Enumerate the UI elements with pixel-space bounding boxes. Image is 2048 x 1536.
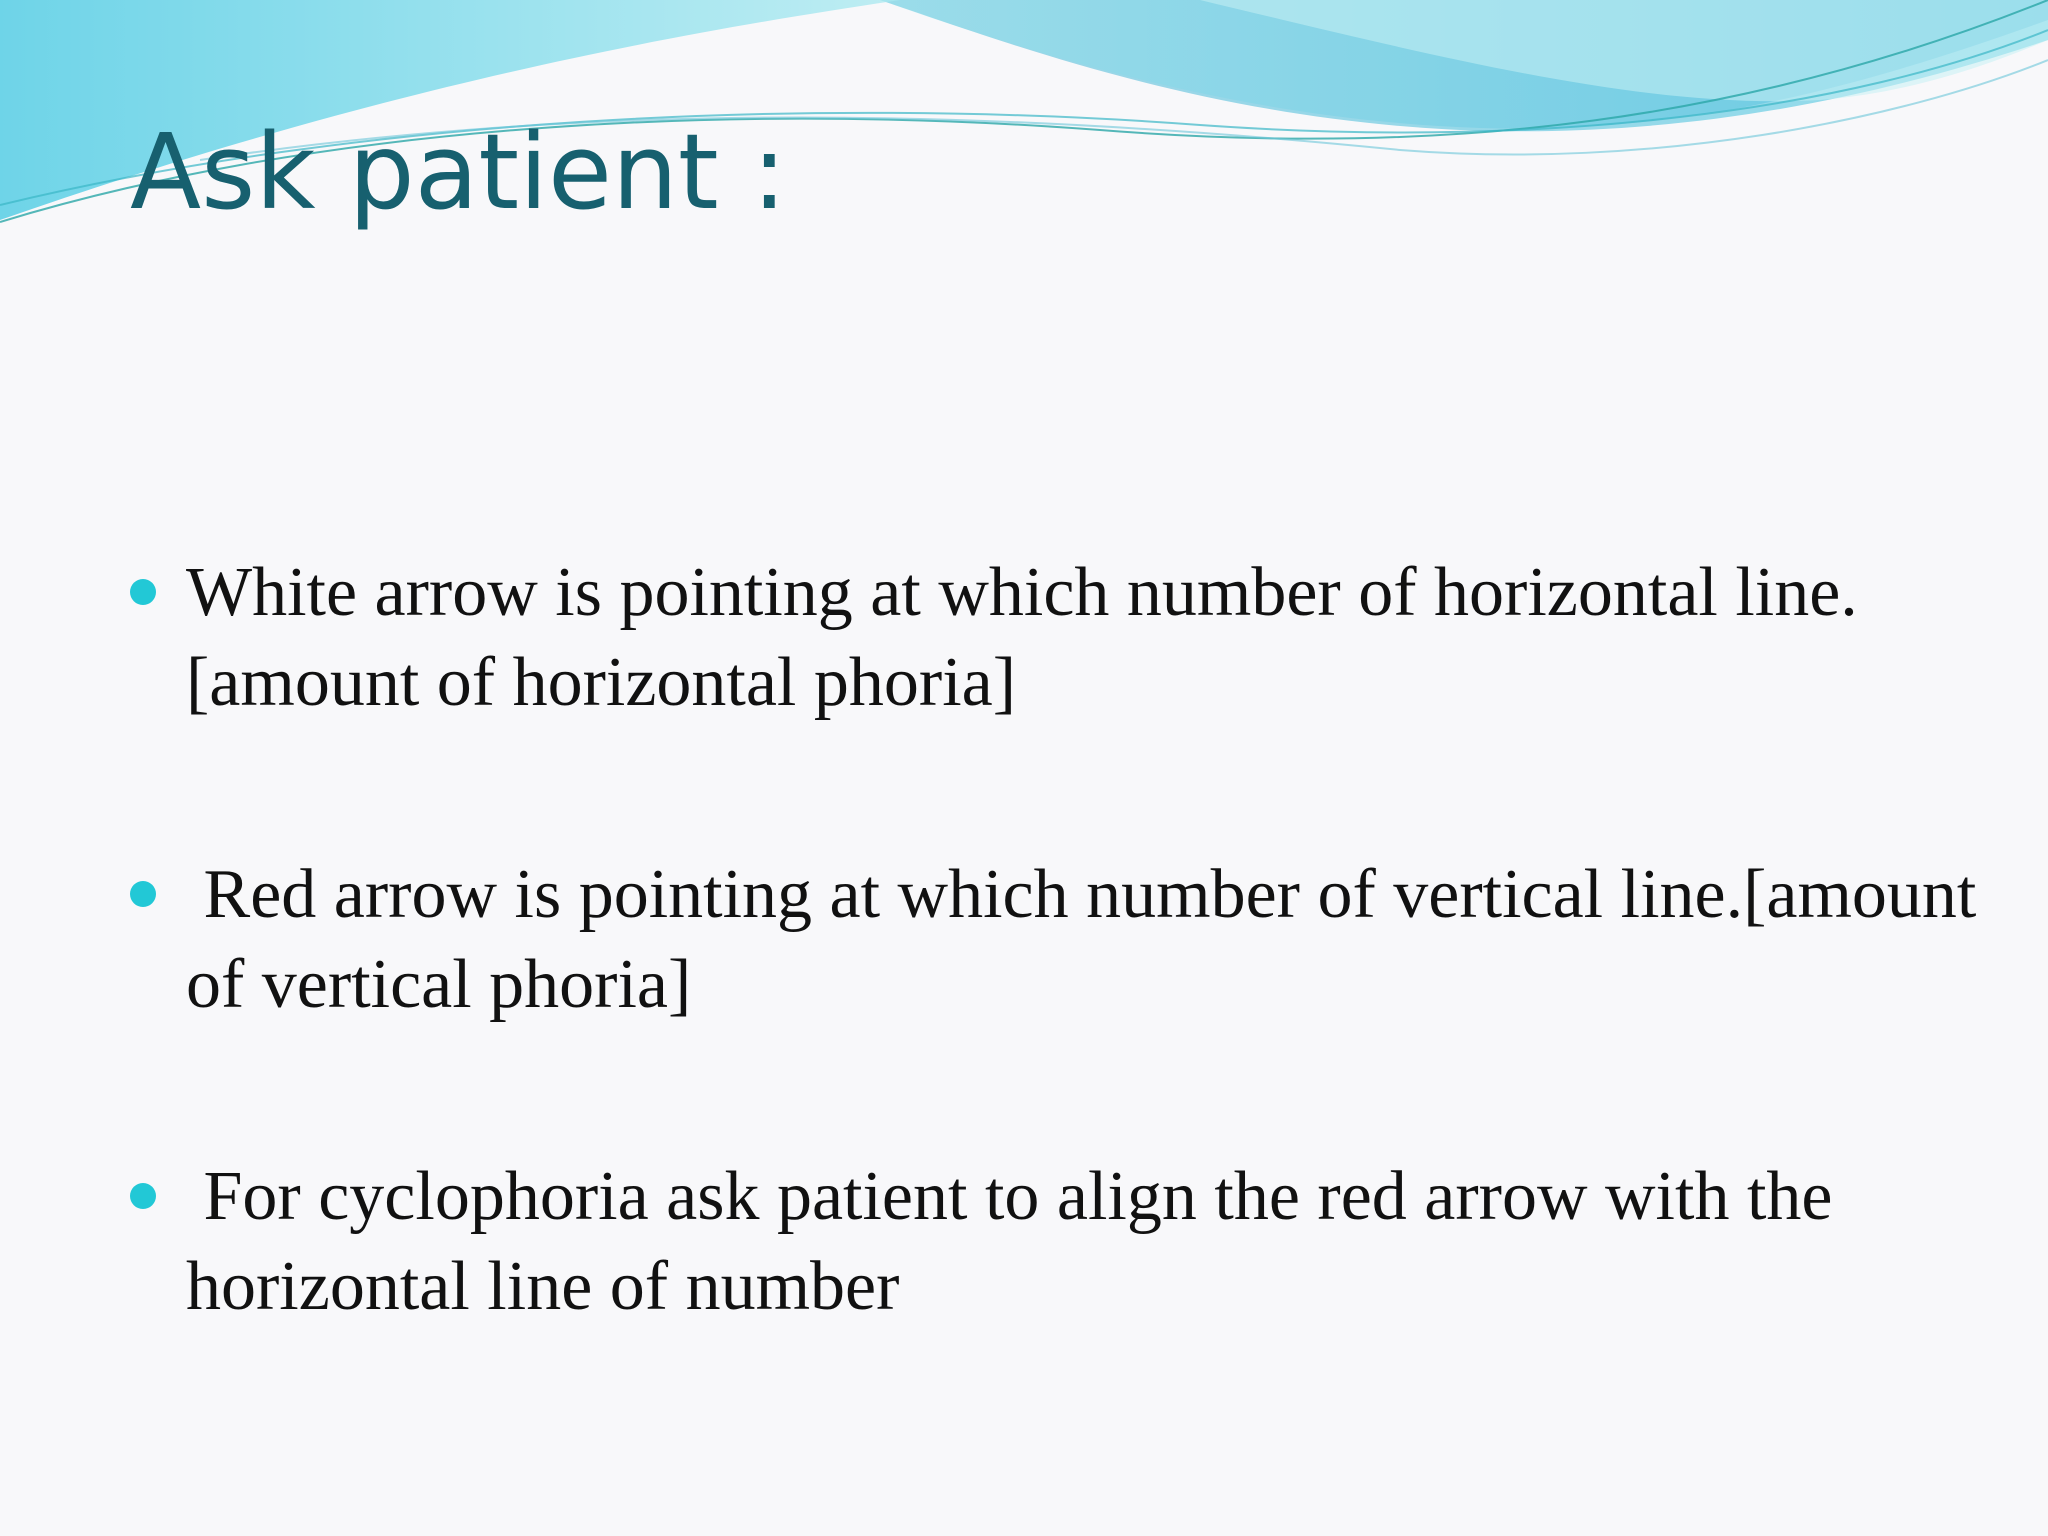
bullet-dot-icon — [130, 579, 156, 605]
bullet-list — [130, 548, 1994, 1332]
bullet-text: Red arrow is pointing at which number of vertical line.[amount of vertical phoria] — [186, 856, 1994, 1023]
bullet-text: For cyclophoria ask patient to align the red arrow with the horizontal line of number — [186, 1158, 1850, 1325]
slide-title: Ask patient : — [130, 111, 787, 233]
bullet-item — [130, 548, 1990, 728]
bullet-dot-icon — [130, 881, 156, 907]
bullet-item — [130, 850, 1994, 1030]
bullet-dot-icon — [130, 1183, 156, 1209]
bullet-item — [130, 1152, 1990, 1332]
bullet-text: White arrow is pointing at which number of horizontal line. [amount of horizontal phoria] — [186, 554, 1876, 721]
